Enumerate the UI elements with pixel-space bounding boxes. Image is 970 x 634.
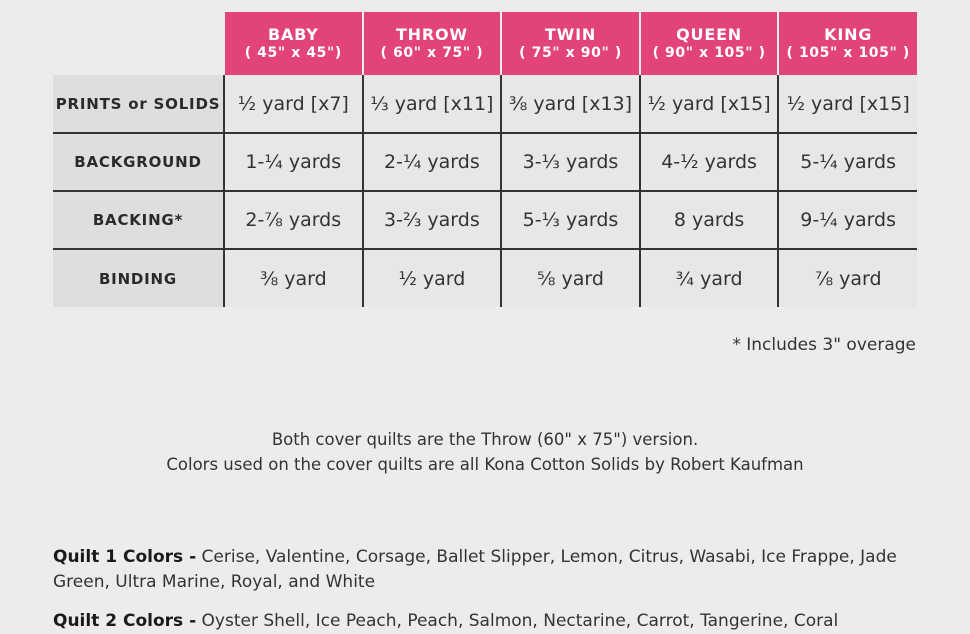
table-cell: 5-⅓ yards bbox=[501, 191, 640, 249]
size-name: QUEEN bbox=[676, 25, 742, 44]
quilt-2-text: Oyster Shell, Ice Peach, Peach, Salmon, Nectarine, Carrot, Tangerine, Coral bbox=[196, 611, 839, 631]
size-dims: ( 90" x 105" ) bbox=[652, 45, 766, 61]
yardage-table bbox=[53, 12, 917, 307]
table-cell: 1-¼ yards bbox=[224, 133, 363, 191]
table-cell: ⅓ yard [x11] bbox=[363, 75, 502, 133]
row-label: PRINTS or SOLIDS bbox=[53, 75, 224, 133]
cover-info-line-2: Colors used on the cover quilts are all Kona Cotton Solids by Robert Kaufman bbox=[166, 455, 804, 474]
table-cell: ½ yard [x15] bbox=[778, 75, 917, 133]
table-row-background bbox=[53, 133, 917, 191]
table-cell: 8 yards bbox=[640, 191, 779, 249]
table-cell: ⅜ yard bbox=[224, 249, 363, 307]
table-cell: ½ yard [x7] bbox=[224, 75, 363, 133]
cover-info-line-1: Both cover quilts are the Throw (60" x 75") version. bbox=[271, 430, 699, 449]
size-header-king bbox=[778, 12, 917, 75]
table-cell: 2-⅞ yards bbox=[224, 191, 363, 249]
table-row-backing bbox=[53, 191, 917, 249]
size-name: BABY bbox=[267, 25, 319, 44]
table-cell: ½ yard bbox=[363, 249, 502, 307]
size-name: THROW bbox=[395, 25, 468, 44]
table-row-binding bbox=[53, 249, 917, 307]
table-cell: 3-⅓ yards bbox=[501, 133, 640, 191]
size-dims: ( 75" x 90" ) bbox=[519, 45, 622, 61]
size-dims: ( 45" x 45") bbox=[244, 45, 342, 61]
table-cell: ½ yard [x15] bbox=[640, 75, 779, 133]
table-row-prints bbox=[53, 75, 917, 133]
table-cell: ⅝ yard bbox=[501, 249, 640, 307]
quilt-2-colors bbox=[53, 609, 913, 634]
size-header-baby bbox=[224, 12, 363, 75]
row-label: BACKGROUND bbox=[53, 133, 224, 191]
row-label: BINDING bbox=[53, 249, 224, 307]
row-label: BACKING* bbox=[53, 191, 224, 249]
quilt-2-label: Quilt 2 Colors - bbox=[53, 611, 197, 631]
size-header-queen bbox=[640, 12, 779, 75]
overage-note: * Includes 3" overage bbox=[732, 335, 916, 355]
table-cell: 4-½ yards bbox=[640, 133, 779, 191]
table-cell: 3-⅔ yards bbox=[363, 191, 502, 249]
quilt-1-label: Quilt 1 Colors - bbox=[53, 547, 197, 567]
size-header-row bbox=[53, 12, 917, 75]
size-header-twin bbox=[501, 12, 640, 75]
size-dims: ( 105" x 105" ) bbox=[786, 45, 910, 61]
table-cell: ⅜ yard [x13] bbox=[501, 75, 640, 133]
size-header-throw bbox=[363, 12, 502, 75]
cover-quilts-info bbox=[0, 427, 970, 477]
table-corner bbox=[53, 12, 224, 75]
size-dims: ( 60" x 75" ) bbox=[380, 45, 484, 61]
table-cell: 5-¼ yards bbox=[778, 133, 917, 191]
table-cell: 9-¼ yards bbox=[778, 191, 917, 249]
quilt-1-colors bbox=[53, 545, 913, 595]
table-cell: 2-¼ yards bbox=[363, 133, 502, 191]
size-name: TWIN bbox=[544, 25, 597, 44]
table-cell: ⅞ yard bbox=[778, 249, 917, 307]
quilt-1-text: Cerise, Valentine, Corsage, Ballet Slipper, Lemon, Citrus, Wasabi, Ice Frappe, Jade Green, Ultra Marine, Royal, and White bbox=[53, 547, 897, 592]
size-name: KING bbox=[824, 25, 873, 44]
table-cell: ¾ yard bbox=[640, 249, 779, 307]
